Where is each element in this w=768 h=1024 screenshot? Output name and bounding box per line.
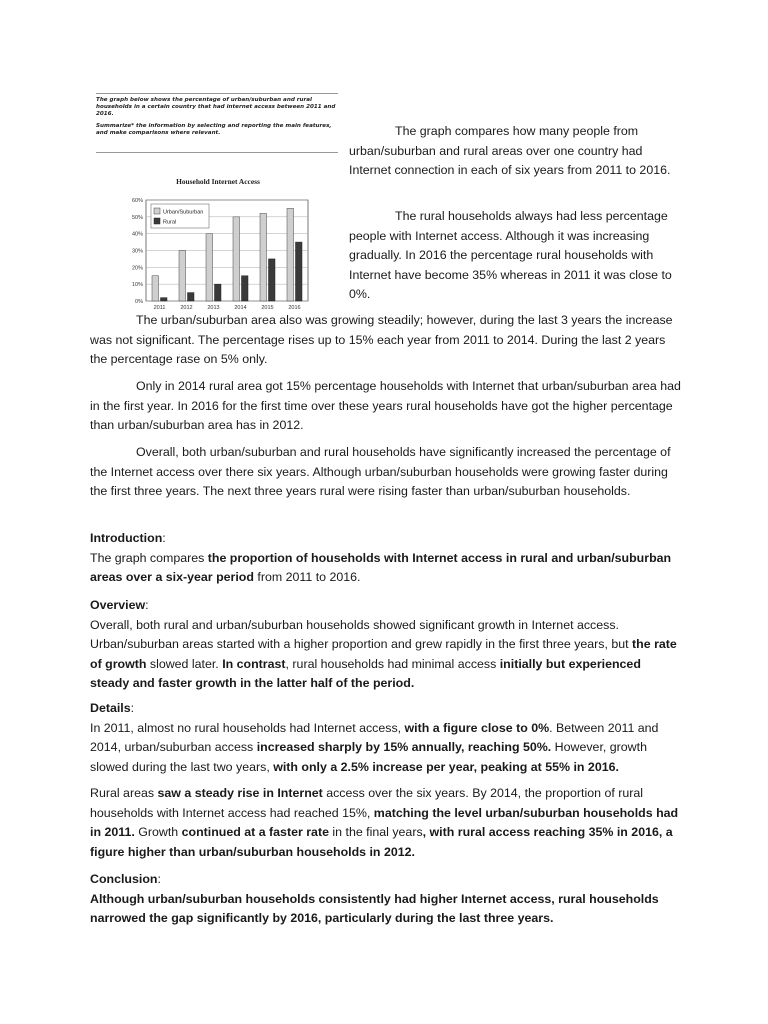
bar-rural-2016 xyxy=(296,242,303,301)
y-tick-label: 60% xyxy=(131,198,143,204)
conclusion-bold-1: Although urban/suburban households consistently had higher Internet access, rural households narrowed the gap significantly by 2016, particularly during the last three years. xyxy=(90,891,659,925)
details-section: Details: In 2011, almost no rural households had Internet access, with a figure close to 0%. Between 2011 and 2014, urban/suburban access increased sharply by 15% annually, reaching 50%. However, growth slowed during the last two years, with only a 2.5% increase per year, peaking at 55% in 2016. xyxy=(90,701,659,774)
bar-urban-2014 xyxy=(233,217,240,301)
overview-bold-2: In contrast xyxy=(222,656,286,671)
y-tick-label: 30% xyxy=(131,248,143,255)
y-tick-label: 0% xyxy=(135,299,143,305)
essay-paragraph-4: Only in 2014 rural area got 15% percentage households with Internet that urban/suburban area had in the first year. In 2016 for the first time over these years rural households have got the higher percentage than urban/suburban area has in 2012. xyxy=(90,379,681,432)
legend-label-rural: Rural xyxy=(163,219,177,226)
intro-bold-1: the proportion of households with Internet access in rural and urban/suburban areas over a six-year period xyxy=(90,550,672,584)
bar-urban-2015 xyxy=(260,213,267,301)
details-b-bold-2: matching the level urban/suburban households had in 2011. xyxy=(90,805,679,839)
bar-urban-2013 xyxy=(206,234,213,301)
bar-rural-2011 xyxy=(161,298,168,301)
bar-rural-2013 xyxy=(215,284,222,301)
details-b-bold-4: , with rural access reaching 35% in 2016, a figure higher than urban/suburban households in 2012. xyxy=(90,825,673,859)
details-b-text-4: in the final years xyxy=(328,825,423,839)
introduction-section: Introduction: The graph compares the proportion of households with Internet access in rural and urban/suburban areas over a six-year period from 2011 to 2016. xyxy=(90,531,672,584)
overview-text-3: , rural households had minimal access xyxy=(285,656,500,671)
details-rural-paragraph xyxy=(90,784,682,862)
details-b-text-2: access over the six years. By 2014, the proportion of rural households with Internet access had reached 15%, xyxy=(90,786,644,820)
overview-section: Overview: Overall, both rural and urban/suburban households showed significant growth in Internet access. Urban/suburban areas started with a higher proportion and grew rapidly in the first three years, but the rate of growth slowed later. In contrast, rural households had minimal access initially but experienced steady and faster growth in the latter half of the period. xyxy=(90,598,677,690)
details-heading: Details xyxy=(90,701,131,715)
essay-paragraph-1: The graph compares how many people from urban/suburban and rural areas over one country had Internet connection in each of six years from 2011 to 2016. xyxy=(349,124,671,177)
legend-swatch-rural xyxy=(154,218,160,224)
details-a-text-1: In 2011, almost no rural households had Internet access, xyxy=(90,720,405,735)
task-prompt xyxy=(96,93,338,153)
conclusion-section: Conclusion: Although urban/suburban households consistently had higher Internet access, rural households narrowed the gap significantly by 2016, particularly during the last three years. xyxy=(90,872,659,925)
essay-paragraph-2: The rural households always had less percentage people with Internet access. Although it was increasing gradually. In 2016 the percentage rural households with Internet have become 35% whereas in 2011 it was close to 0%. xyxy=(349,209,672,301)
details-b-text-1: Rural areas xyxy=(90,786,158,800)
x-tick-label: 2011 xyxy=(153,305,166,311)
bar-urban-2011 xyxy=(152,276,159,301)
details-b-bold-1: saw a steady rise in Internet xyxy=(157,786,323,800)
bar-urban-2012 xyxy=(179,251,186,302)
task-line-2: Summarize* the information by selecting and reporting the main features, and make comparisons where relevant. xyxy=(96,122,332,136)
bar-rural-2012 xyxy=(188,293,195,301)
legend-swatch-urban xyxy=(154,208,160,214)
y-tick-label: 20% xyxy=(131,265,143,272)
bar-rural-2015 xyxy=(269,259,276,301)
details-a-bold-3: with only a 2.5% increase per year, peaking at 55% in 2016. xyxy=(273,759,619,774)
bar-rural-2014 xyxy=(242,276,249,301)
details-a-text-2: . Between 2011 and 2014, urban/suburban access xyxy=(90,720,659,754)
details-b-text-3: Growth xyxy=(134,825,182,839)
x-tick-label: 2013 xyxy=(207,305,220,311)
details-a-bold-2: increased sharply by 15% annually, reaching 50%. xyxy=(256,740,552,754)
bar-urban-2016 xyxy=(287,208,294,301)
legend-box xyxy=(151,204,209,228)
x-tick-label: 2016 xyxy=(288,305,301,311)
essay-paragraph-5: Overall, both urban/suburban and rural households have significantly increased the percentage of the Internet access over there six years. Although urban/suburban households were growing faster during the first three years. The next three years rural were rising faster than urban/suburban households. xyxy=(90,445,671,498)
x-tick-label: 2012 xyxy=(180,305,193,311)
legend-label-urban: Urban/Suburban xyxy=(163,209,204,216)
y-tick-label: 40% xyxy=(131,231,143,238)
chart xyxy=(118,172,318,314)
overview-text-1: Overall, both rural and urban/suburban households showed significant growth in Internet access. Urban/suburban areas started with a higher proportion and grew rapidly in the first three years, but xyxy=(90,617,633,651)
y-tick-label: 10% xyxy=(131,282,143,289)
bar-chart-svg xyxy=(118,172,318,314)
details-a-bold-1: with a figure close to 0% xyxy=(404,720,550,735)
details-a-text-3: However, growth slowed during the last two years, xyxy=(90,740,647,774)
overview-text-2: slowed later. xyxy=(146,656,223,671)
overview-heading: Overview xyxy=(90,598,146,612)
intro-text-1: The graph compares xyxy=(90,550,208,565)
essay-paragraph-3: The urban/suburban area also was growing steadily; however, during the last 3 years the increase was not significant. The percentage rises up to 15% each year from 2011 to 2014. During the last 2 years the percentage rase on 5% only. xyxy=(90,313,673,366)
intro-text-2: from 2011 to 2016. xyxy=(253,570,361,584)
task-line-1: The graph below shows the percentage of urban/suburban and rural households in a certain country that had internet access between 2011 and 2016. xyxy=(96,97,336,118)
x-tick-label: 2014 xyxy=(234,305,247,311)
x-tick-label: 2015 xyxy=(261,305,274,311)
conclusion-heading: Conclusion xyxy=(90,872,158,886)
overview-bold-3: initially but experienced steady and faster growth in the latter half of the period. xyxy=(90,656,641,690)
chart-title: Household Internet Access xyxy=(176,177,260,186)
y-tick-label: 50% xyxy=(131,214,143,221)
details-b-bold-3: continued at a faster rate xyxy=(181,825,329,839)
introduction-heading: Introduction xyxy=(90,531,163,545)
overview-bold-1: the rate of growth xyxy=(90,637,677,671)
